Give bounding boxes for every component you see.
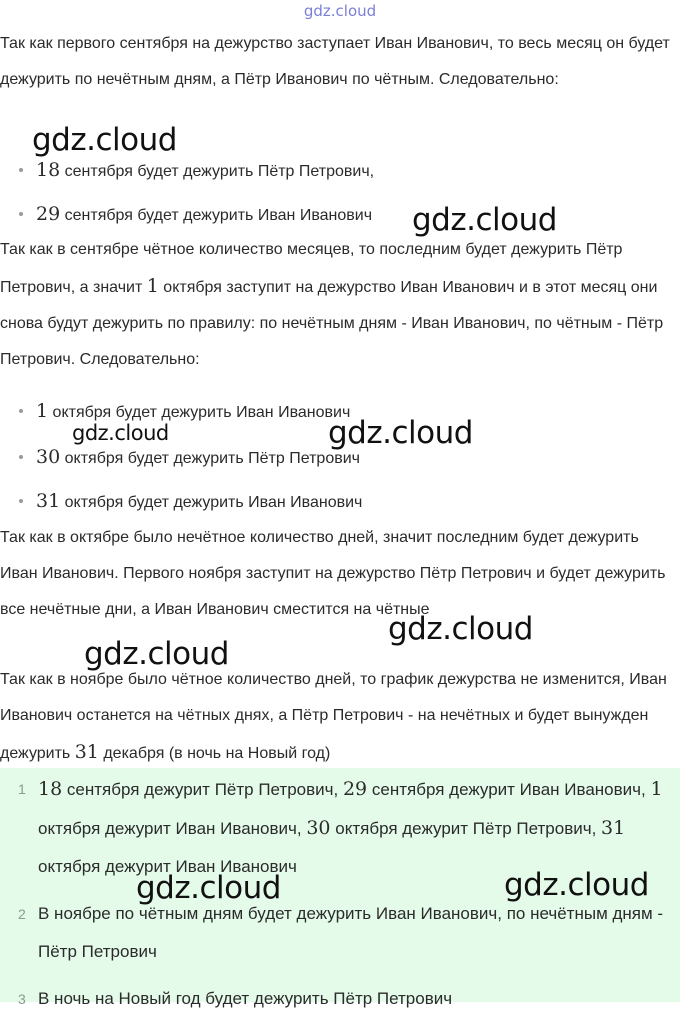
day-number: 30 xyxy=(36,446,61,468)
watermark: gdz.cloud xyxy=(388,611,533,647)
answer-index: 2 xyxy=(18,906,26,922)
bullet-dot-icon xyxy=(19,409,23,413)
list-item-label: сентября будет дежурить Иван Иванович xyxy=(60,207,373,224)
list-item-label: октября будет дежурить Иван Иванович xyxy=(48,404,351,421)
watermark: gdz.cloud xyxy=(412,202,557,238)
day-number: 1 xyxy=(146,275,159,297)
bullet-dot-icon xyxy=(19,499,23,503)
site-watermark-top: gdz.cloud xyxy=(303,2,377,20)
day-number: 29 xyxy=(342,778,368,800)
answer-text-part: сентября дежурит Иван Иванович, xyxy=(367,780,651,799)
watermark: gdz.cloud xyxy=(84,636,229,672)
day-number: 31 xyxy=(36,490,61,512)
list-item-text xyxy=(36,156,374,186)
answer-text: В ноябре по чётным дням будет дежурить Иван Иванович, по нечётным дням - Пётр Петрович xyxy=(38,904,664,961)
day-number: 1 xyxy=(650,778,663,800)
bullet-dot-icon xyxy=(19,212,23,216)
list-item-label: октября будет дежурить Пётр Петрович xyxy=(60,450,360,467)
paragraph-text: декабря (в ночь на Новый год) xyxy=(98,745,331,762)
paragraph-november-intro: Так как в октябре было нечётное количество дней, значит последним будет дежурить Иван Иванович. Первого ноября заступит на дежурство Пётр Петрович и будет дежурить все нечётные дни, а Иван Иванович сместится на чётные xyxy=(0,529,666,618)
answer-text-part: октября дежурит Иван Иванович xyxy=(38,857,297,876)
list-item xyxy=(0,200,680,228)
list-item xyxy=(0,156,680,184)
day-number: 18 xyxy=(38,778,63,800)
list-item-label: октября будет дежурить Иван Иванович xyxy=(60,494,363,511)
day-number: 31 xyxy=(601,817,626,839)
day-number: 30 xyxy=(306,817,331,839)
day-number: 29 xyxy=(36,203,61,225)
bullet-dot-icon xyxy=(19,455,23,459)
watermark: gdz.cloud xyxy=(504,867,649,903)
list-item-label: сентября будет дежурить Пётр Петрович, xyxy=(60,163,375,180)
answer-text-part: октября дежурит Пётр Петрович, xyxy=(330,819,602,838)
paragraph-text: октября заступит на дежурство Иван Иванович и в этот месяц они снова будут дежурить по правилу: по нечётным дням - Иван Иванович, по чётным - Пётр Петрович. Следовательно: xyxy=(0,279,664,368)
paragraph-december-conclusion xyxy=(0,662,680,772)
paragraph-text: Так как в ноябре было чётное количество дней, то график дежурства не изменится, Иван Иванович останется на чётных днях, а Пётр Петрович - на нечётных и будет вынужден дежурить xyxy=(0,671,667,762)
answer-index: 3 xyxy=(18,991,26,1007)
paragraph-september-intro: Так как первого сентября на дежурство заступает Иван Иванович, то весь месяц он будет дежурить по нечётным дням, а Пётр Иванович по чётным. Следовательно: xyxy=(0,35,670,88)
paragraph-october-intro xyxy=(0,232,680,378)
answer-text-part: октября дежурит Иван Иванович, xyxy=(38,819,307,838)
answer-index: 1 xyxy=(18,781,26,797)
answer-text-part: сентября дежурит Пётр Петрович, xyxy=(62,780,343,799)
answer-text: В ночь на Новый год будет дежурить Пётр Петрович xyxy=(38,989,453,1008)
watermark: gdz.cloud xyxy=(32,122,177,158)
list-item xyxy=(0,487,680,515)
day-number: 1 xyxy=(36,400,49,422)
list-item-text xyxy=(36,487,362,517)
day-number: 31 xyxy=(74,741,99,763)
day-number: 18 xyxy=(36,159,61,181)
paragraph-text: Так как в сентябре чётное количество месяцев, то последним будет дежурить Пётр Петрович, а значит xyxy=(0,241,623,296)
list-item-text xyxy=(36,200,372,230)
list-item-text xyxy=(36,443,360,473)
watermark: gdz.cloud xyxy=(136,870,281,906)
watermark: gdz.cloud xyxy=(72,421,169,445)
bullet-dot-icon xyxy=(19,168,23,172)
watermark: gdz.cloud xyxy=(328,415,473,451)
